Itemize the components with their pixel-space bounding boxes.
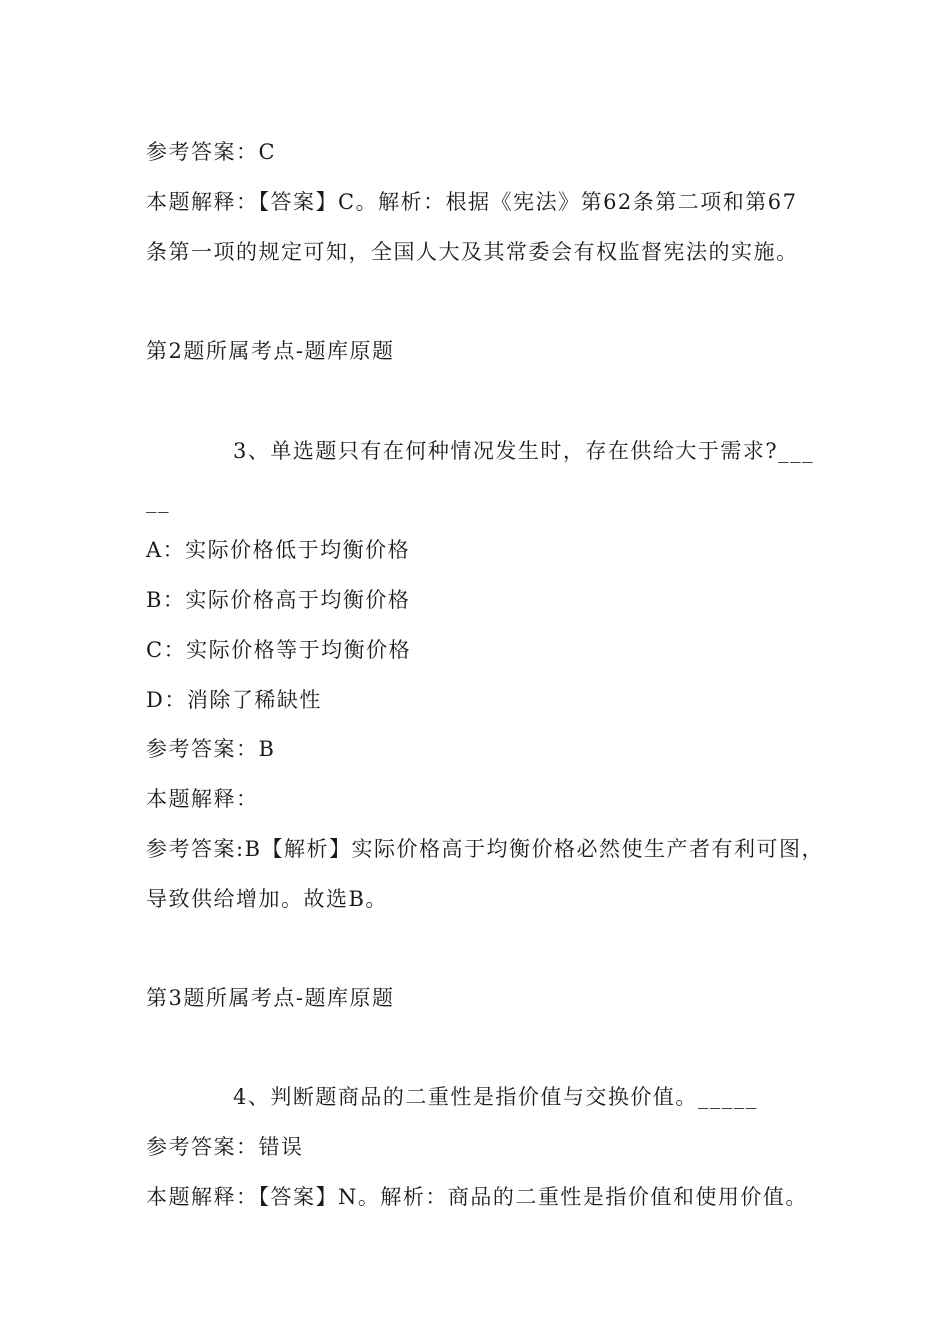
q4-answer: 参考答案：错误 (146, 1135, 304, 1159)
q3-option-c: C：实际价格等于均衡价格 (146, 638, 412, 662)
q3-question-line1: 3、单选题只有在何种情况发生时，存在供给大于需求?___ (233, 439, 815, 463)
q3-question-line2: __ (146, 489, 170, 513)
q2-topic: 第2题所属考点-题库原题 (146, 339, 395, 363)
q3-explanation-label: 本题解释： (146, 787, 259, 811)
q3-option-a: A：实际价格低于均衡价格 (146, 538, 411, 562)
q3-option-d: D：消除了稀缺性 (146, 688, 322, 712)
q4-explanation: 本题解释：【答案】N。解析：商品的二重性是指价值和使用价值。 (146, 1185, 808, 1209)
q3-topic: 第3题所属考点-题库原题 (146, 986, 395, 1010)
q3-explanation-line1: 参考答案:B【解析】实际价格高于均衡价格必然使生产者有利可图， (146, 837, 825, 861)
q4-question: 4、判断题商品的二重性是指价值与交换价值。_____ (233, 1085, 758, 1109)
q3-explanation-line2: 导致供给增加。故选B。 (146, 887, 388, 911)
q3-answer: 参考答案：B (146, 737, 276, 761)
q2-explanation-line1: 本题解释：【答案】C。解析：根据《宪法》第62条第二项和第67 (146, 190, 798, 214)
q3-option-b: B：实际价格高于均衡价格 (146, 588, 411, 612)
q2-explanation-line2: 条第一项的规定可知，全国人大及其常委会有权监督宪法的实施。 (146, 240, 799, 264)
q2-answer: 参考答案：C (146, 140, 277, 164)
